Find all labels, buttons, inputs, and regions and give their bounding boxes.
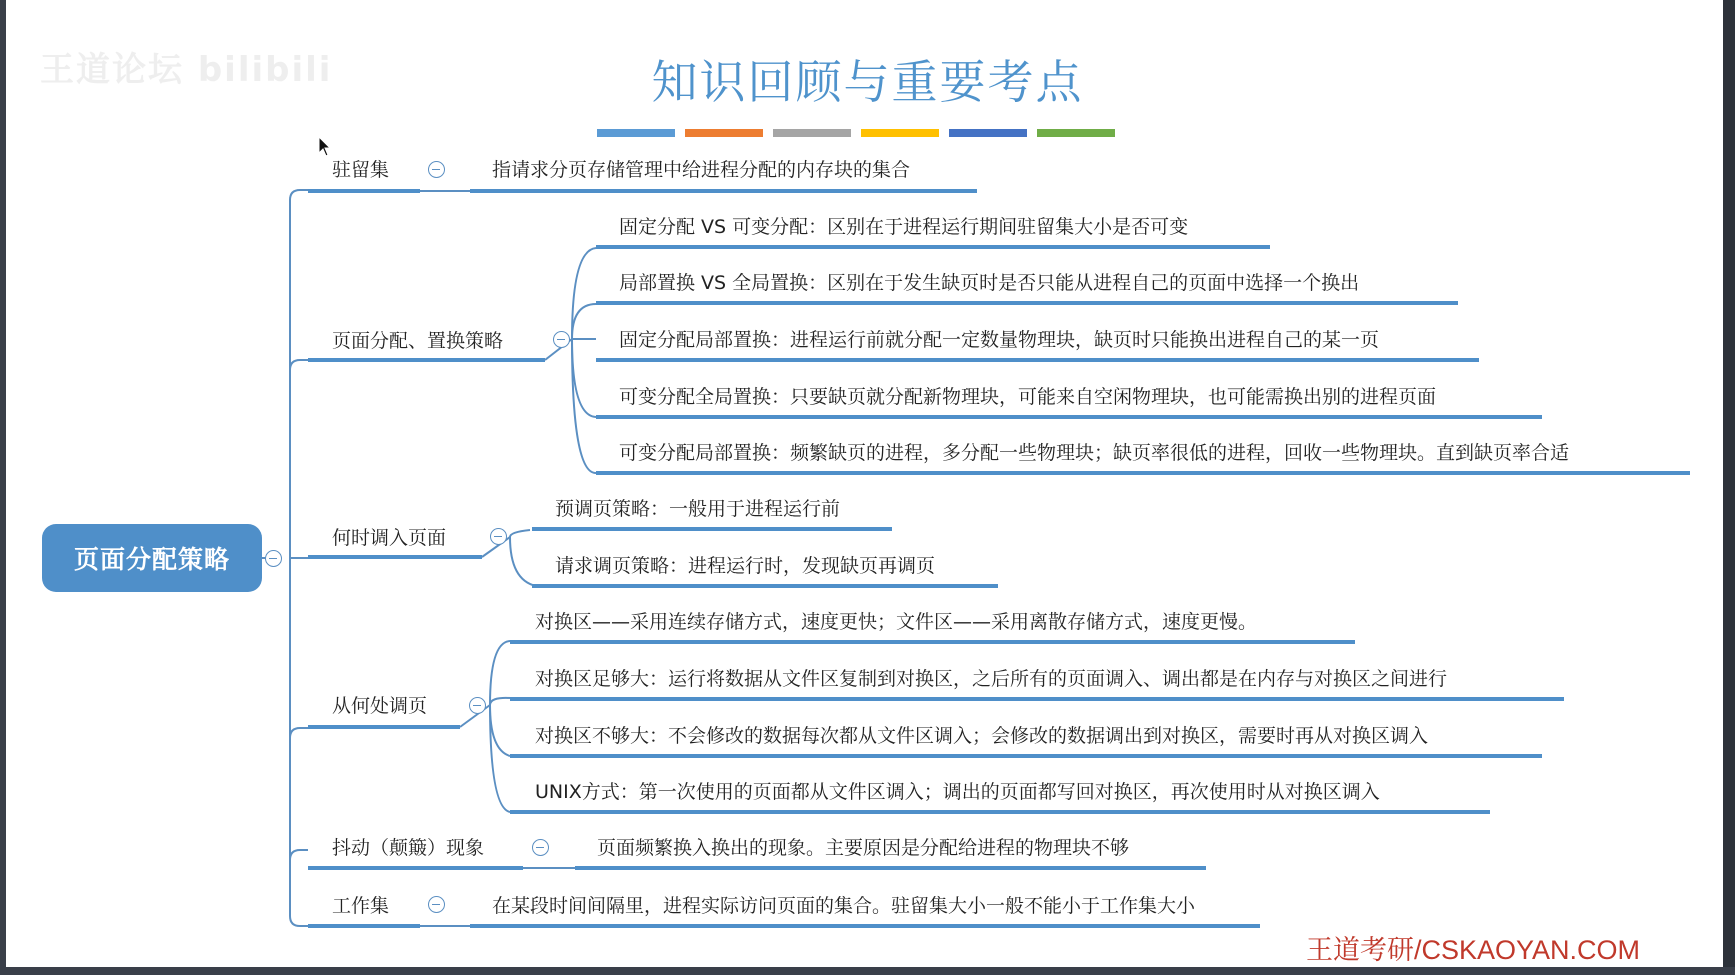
leaf-allocation-5[interactable]: 可变分配局部置换：频繁缺页的进程，多分配一些物理块；缺页率很低的进程，回收一些物理块。直到缺页率合适	[619, 442, 1570, 464]
leaf-when-1[interactable]: 预调页策略：一般用于进程运行前	[555, 498, 841, 520]
branch-when[interactable]: 何时调入页面	[332, 527, 447, 549]
leaf-allocation-2[interactable]: 局部置换 VS 全局置换：区别在于发生缺页时是否只能从进程自己的页面中选择一个换出	[619, 272, 1360, 294]
collapse-icon[interactable]	[428, 161, 445, 178]
leaf-where-3[interactable]: 对换区不够大：不会修改的数据每次都从文件区调入；会修改的数据调出到对换区，需要时再从对换区调入	[535, 725, 1429, 747]
branch-where[interactable]: 从何处调页	[332, 695, 428, 717]
leaf-working-set[interactable]: 在某段时间间隔里，进程实际访问页面的集合。驻留集大小一般不能小于工作集大小	[492, 895, 1196, 917]
window-edge-bottom	[0, 967, 1735, 975]
leaf-where-1[interactable]: 对换区——采用连续存储方式，速度更快；文件区——采用离散存储方式，速度更慢。	[535, 611, 1258, 633]
branch-allocation[interactable]: 页面分配、置换策略	[332, 330, 504, 352]
collapse-icon[interactable]	[469, 697, 486, 714]
leaf-where-4[interactable]: UNIX方式：第一次使用的页面都从文件区调入；调出的页面都写回对换区，再次使用时从对换区调入	[535, 781, 1380, 803]
mouse-cursor-icon	[318, 136, 334, 158]
window-edge-left	[0, 0, 6, 975]
leaf-resident-set[interactable]: 指请求分页存储管理中给进程分配的内存块的集合	[492, 159, 911, 181]
branch-working-set[interactable]: 工作集	[332, 895, 390, 917]
root-node[interactable]: 页面分配策略	[42, 524, 262, 592]
collapse-icon[interactable]	[265, 550, 282, 567]
collapse-icon[interactable]	[553, 331, 570, 348]
branch-thrashing[interactable]: 抖动（颠簸）现象	[332, 837, 485, 859]
leaf-allocation-1[interactable]: 固定分配 VS 可变分配：区别在于进程运行期间驻留集大小是否可变	[619, 216, 1189, 238]
leaf-allocation-3[interactable]: 固定分配局部置换：进程运行前就分配一定数量物理块，缺页时只能换出进程自己的某一页	[619, 329, 1380, 351]
watermark: 王道论坛 bilibili	[40, 50, 333, 90]
collapse-icon[interactable]	[490, 528, 507, 545]
leaf-allocation-4[interactable]: 可变分配全局置换：只要缺页就分配新物理块，可能来自空闲物理块，也可能需换出别的进程页面	[619, 386, 1437, 408]
collapse-icon[interactable]	[428, 896, 445, 913]
window-edge-right	[1723, 0, 1735, 975]
branch-resident-set[interactable]: 驻留集	[332, 159, 390, 181]
page-title: 知识回顾与重要考点	[651, 55, 1084, 109]
collapse-icon[interactable]	[532, 839, 549, 856]
leaf-when-2[interactable]: 请求调页策略：进程运行时，发现缺页再调页	[555, 555, 936, 577]
leaf-thrashing[interactable]: 页面频繁换入换出的现象。主要原因是分配给进程的物理块不够	[597, 837, 1130, 859]
footer-brand: 王道考研/CSKAOYAN.COM	[1306, 935, 1641, 965]
leaf-where-2[interactable]: 对换区足够大：运行将数据从文件区复制到对换区，之后所有的页面调入、调出都是在内存与对换区之间进行	[535, 668, 1448, 690]
